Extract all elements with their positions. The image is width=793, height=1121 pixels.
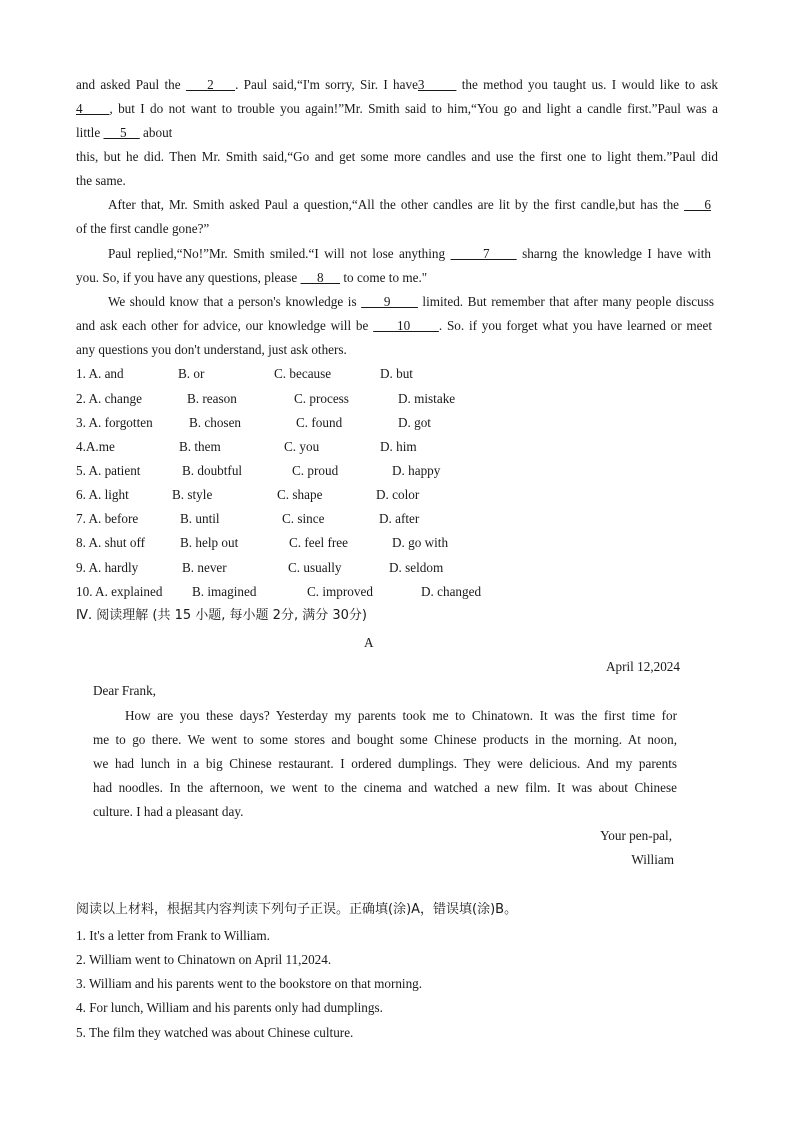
option-b: B. until (180, 511, 220, 526)
cloze-line (108, 196, 711, 214)
option-d: D. color (376, 487, 420, 502)
tf-item: 2. William went to Chinatown on April 11,2024. (76, 952, 332, 967)
cloze-line (76, 124, 718, 142)
blank-9: 9 (361, 294, 418, 309)
option-d: D. seldom (389, 560, 444, 575)
letter-line: How are you these days? Yesterday my parents took me to Chinatown. It was the first time for (125, 708, 677, 723)
option-b: B. them (179, 439, 221, 454)
text: to come to me." (340, 270, 428, 285)
blank-6: 6 (684, 197, 711, 212)
option-c: C. since (282, 511, 325, 526)
option-b: B. chosen (189, 415, 242, 430)
option-d: D. but (380, 366, 413, 381)
text: and ask each other for advice, our knowledge will be (76, 318, 374, 333)
option-a: 5. A. patient (76, 463, 141, 478)
option-b: B. help out (180, 535, 239, 550)
letter-greeting: Dear Frank, (93, 683, 156, 698)
option-c: C. you (284, 439, 320, 454)
option-d: D. got (398, 415, 431, 430)
cloze-line (108, 293, 714, 311)
option-c: C. process (294, 391, 349, 406)
option-b: B. style (172, 487, 213, 502)
option-a: 3. A. forgotten (76, 415, 153, 430)
blank-3: 3 (417, 77, 457, 92)
text: limited. But remember that after many people discuss (417, 294, 714, 309)
cloze-line (76, 100, 718, 118)
option-c: C. proud (292, 463, 339, 478)
option-c: C. feel free (289, 535, 348, 550)
letter-line: me to go there. We went to some stores and bought some Chinese products in the morning. At noon, (93, 732, 677, 747)
text: . So. if you forget what you have learned or meet (438, 318, 713, 333)
option-a: 4.A.me (76, 439, 115, 454)
blank-10: 10 (373, 318, 439, 333)
blank-4: 4 (76, 101, 110, 116)
text: After that, Mr. Smith asked Paul a question,“All the other candles are lit by the first candle,but has the (108, 197, 685, 212)
text: . Paul said,“I'm sorry, Sir. I have (235, 77, 418, 92)
passage-label: A (364, 635, 374, 650)
cloze-line: of the first candle gone?” (76, 221, 210, 236)
option-c: C. shape (277, 487, 323, 502)
text: little (76, 125, 104, 140)
option-b: B. reason (187, 391, 237, 406)
option-d: D. after (379, 511, 420, 526)
blank-5: 5 (103, 125, 140, 140)
option-a: 6. A. light (76, 487, 129, 502)
cloze-line: this, but he did. Then Mr. Smith said,“Go and get some more candles and use the first one to light them.”Paul did (76, 149, 718, 164)
option-a: 8. A. shut off (76, 535, 145, 550)
tf-item: 5. The film they watched was about Chinese culture. (76, 1025, 354, 1040)
letter-line: we had lunch in a big Chinese restaurant. I ordered dumplings. They were delicious. And my parents (93, 756, 677, 771)
option-b: B. never (182, 560, 227, 575)
option-a: 10. A. explained (76, 584, 163, 599)
option-a: 9. A. hardly (76, 560, 139, 575)
blank-7: 7 (450, 246, 517, 261)
text: about (139, 125, 173, 140)
option-c: C. found (296, 415, 343, 430)
letter-closing: Your pen-pal, (600, 828, 672, 843)
option-a: 7. A. before (76, 511, 139, 526)
option-b: B. imagined (192, 584, 257, 599)
option-c: C. because (274, 366, 332, 381)
tf-instruction: 阅读以上材料，根据其内容判读下列句子正误。正确填(涂)A，错误填(涂)B。 (76, 902, 518, 917)
tf-item: 1. It's a letter from Frank to William. (76, 928, 270, 943)
text: Paul replied,“No!”Mr. Smith smiled.“I will not lose anything (108, 246, 451, 261)
text: the method you taught us. I would like to ask (456, 77, 719, 92)
tf-item: 3. William and his parents went to the bookstore on that morning. (76, 976, 423, 991)
text: you. So, if you have any questions, please (76, 270, 301, 285)
option-d: D. happy (392, 463, 441, 478)
cloze-line (76, 269, 718, 287)
option-b: B. or (178, 366, 205, 381)
option-d: D. changed (421, 584, 482, 599)
blank-2: 2 (185, 77, 236, 92)
option-c: C. usually (288, 560, 342, 575)
text: sharng the knowledge I have with (516, 246, 711, 261)
option-c: C. improved (307, 584, 373, 599)
option-d: D. him (380, 439, 417, 454)
blank-8: 8 (300, 270, 341, 285)
letter-signature: William (631, 852, 674, 867)
option-b: B. doubtful (182, 463, 243, 478)
letter-line: culture. I had a pleasant day. (93, 804, 244, 819)
cloze-line: any questions you don't understand, just ask others. (76, 342, 347, 357)
text: We should know that a person's knowledge is (108, 294, 362, 309)
option-a: 1. A. and (76, 366, 124, 381)
cloze-line: the same. (76, 173, 126, 188)
tf-item: 4. For lunch, William and his parents only had dumplings. (76, 1000, 383, 1015)
letter-date: April 12,2024 (606, 659, 680, 674)
option-a: 2. A. change (76, 391, 142, 406)
cloze-line (76, 76, 718, 94)
option-d: D. go with (392, 535, 449, 550)
section-heading: Ⅳ. 阅读理解 (共 15 小题, 每小题 2分, 满分 30分) (76, 608, 367, 623)
cloze-line (108, 245, 711, 263)
text: , but I do not want to trouble you again!”Mr. Smith said to him,“You go and light a candle first.”Paul was a (109, 101, 719, 116)
cloze-line (76, 317, 712, 335)
text: and asked Paul the (76, 77, 186, 92)
letter-line: had noodles. In the afternoon, we went to the cinema and watched a new film. It was about Chinese (93, 780, 677, 795)
option-d: D. mistake (398, 391, 456, 406)
